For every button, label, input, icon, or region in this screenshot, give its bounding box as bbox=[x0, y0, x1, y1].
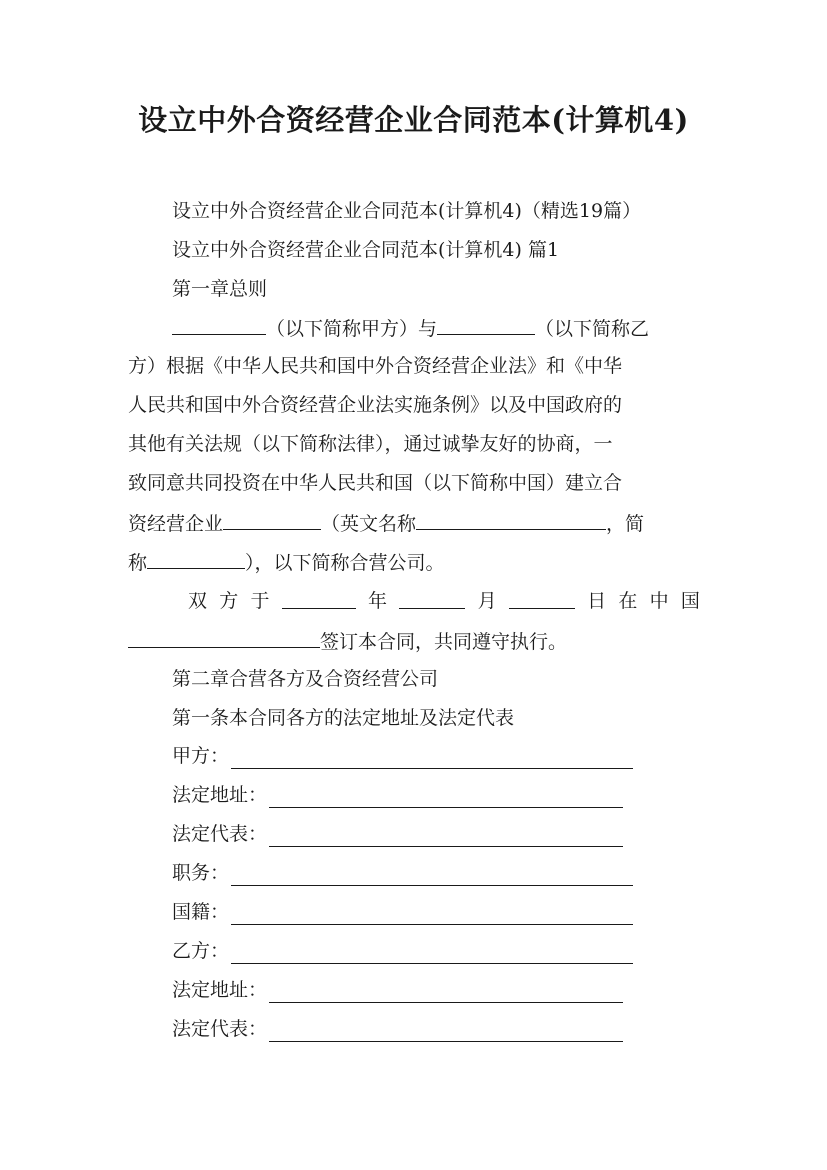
paragraph-1-line-2: 方）根据《中华人民共和国中外合资经营企业法》和《中华 bbox=[128, 355, 623, 377]
place-blank bbox=[128, 627, 320, 648]
field-party-a bbox=[172, 743, 633, 769]
field-line bbox=[269, 826, 623, 847]
paragraph-1-line-4: 其他有关法规（以下简称法律），通过诚挚友好的协商，一 bbox=[128, 433, 613, 455]
field-line bbox=[231, 904, 633, 925]
paragraph-1-text-a: （以下简称甲方）与 bbox=[266, 318, 438, 340]
p2-char-6: 日 bbox=[587, 590, 607, 612]
company-name-blank bbox=[223, 509, 321, 530]
p2-char-7: 在 bbox=[618, 590, 638, 612]
paragraph-1-line-3: 人民共和国中外合资经营企业法实施条例》以及中国政府的 bbox=[128, 394, 623, 416]
paragraph-1-line-5: 致同意共同投资在中华人民共和国（以下简称中国）建立合 bbox=[128, 472, 623, 494]
paragraph-1-line-1 bbox=[172, 314, 649, 342]
year-blank bbox=[282, 588, 356, 609]
field-label: 国籍： bbox=[172, 901, 230, 923]
short-name-blank bbox=[147, 548, 245, 569]
document-title: 设立中外合资经营企业合同范本(计算机4) bbox=[138, 103, 689, 137]
p2-char-5: 月 bbox=[477, 590, 497, 612]
section-heading: 设立中外合资经营企业合同范本(计算机4) 篇1 bbox=[172, 239, 560, 261]
english-name-blank bbox=[416, 509, 606, 530]
paragraph-1-line-6 bbox=[128, 509, 644, 537]
field-label: 职务： bbox=[172, 862, 230, 884]
month-blank bbox=[399, 588, 465, 609]
paragraph-1-text-d: （英文名称 bbox=[321, 513, 417, 535]
party-b-blank bbox=[437, 314, 535, 335]
field-position bbox=[172, 860, 633, 886]
paragraph-1-text-f: 称 bbox=[128, 552, 148, 574]
field-label: 乙方： bbox=[172, 940, 230, 962]
field-line bbox=[269, 787, 623, 808]
field-legal-address-a bbox=[172, 782, 623, 808]
field-line bbox=[269, 1021, 623, 1042]
p2-char-9: 国 bbox=[680, 590, 700, 612]
paragraph-1-text-g: ），以下简称合营公司。 bbox=[245, 552, 445, 574]
document-subtitle: 设立中外合资经营企业合同范本(计算机4)（精选19篇） bbox=[172, 200, 642, 222]
field-label: 法定地址： bbox=[172, 979, 268, 1001]
paragraph-1-text-c: 资经营企业 bbox=[128, 513, 224, 535]
field-nationality bbox=[172, 899, 633, 925]
paragraph-2-text: 签订本合同，共同遵守执行。 bbox=[320, 631, 568, 653]
p2-char-2: 方 bbox=[219, 590, 239, 612]
paragraph-2-line-2 bbox=[128, 627, 567, 655]
p2-char-4: 年 bbox=[368, 590, 388, 612]
day-blank bbox=[509, 588, 575, 609]
paragraph-1-line-7 bbox=[128, 548, 445, 576]
field-label: 法定地址： bbox=[172, 784, 268, 806]
paragraph-1-text-e: ，简 bbox=[606, 513, 645, 535]
field-legal-rep-b bbox=[172, 1016, 623, 1042]
p2-char-3: 于 bbox=[250, 590, 270, 612]
article-1-heading: 第一条本合同各方的法定地址及法定代表 bbox=[172, 707, 515, 729]
chapter-1-heading: 第一章总则 bbox=[172, 278, 268, 300]
field-label: 甲方： bbox=[172, 745, 230, 767]
chapter-2-heading: 第二章合营各方及合资经营公司 bbox=[172, 668, 439, 690]
paragraph-2-line-1 bbox=[188, 588, 700, 614]
field-party-b bbox=[172, 938, 633, 964]
field-label: 法定代表： bbox=[172, 823, 268, 845]
field-legal-address-b bbox=[172, 977, 623, 1003]
field-legal-rep-a bbox=[172, 821, 623, 847]
field-line bbox=[231, 943, 633, 964]
field-line bbox=[231, 865, 633, 886]
field-label: 法定代表： bbox=[172, 1018, 268, 1040]
party-a-blank bbox=[172, 314, 266, 335]
field-line bbox=[269, 982, 623, 1003]
paragraph-1-text-b: （以下简称乙 bbox=[535, 318, 650, 340]
p2-char-1: 双 bbox=[188, 590, 208, 612]
p2-char-8: 中 bbox=[649, 590, 669, 612]
field-line bbox=[231, 748, 633, 769]
